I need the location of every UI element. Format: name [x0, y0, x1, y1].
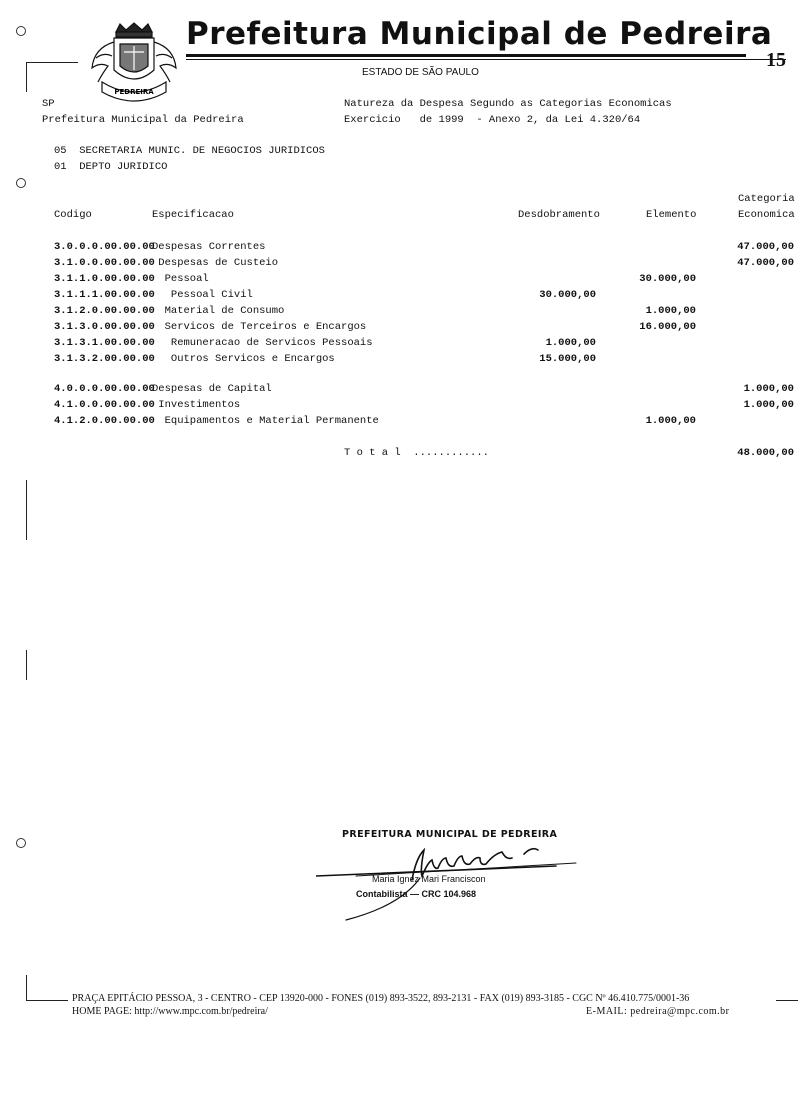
- row-code: 3.0.0.0.00.00.00: [54, 241, 155, 253]
- column-header-spec: Especificacao: [152, 209, 234, 221]
- report-exercise: Exercicio de 1999 - Anexo 2, da Lei 4.320/64: [344, 114, 641, 126]
- column-header-code: Codigo: [54, 209, 92, 221]
- table-row: [0, 383, 800, 399]
- letterhead-rule: [186, 59, 786, 60]
- row-desdobramento: 1.000,00: [545, 337, 596, 349]
- report-description: Natureza da Despesa Segundo as Categorias Economicas: [344, 98, 672, 110]
- punch-hole-mark: [16, 838, 26, 848]
- table-row: [0, 337, 800, 353]
- table-row: [0, 415, 800, 431]
- table-row: [0, 321, 800, 337]
- footer-rule: [776, 1000, 798, 1001]
- row-code: 3.1.3.0.00.00.00: [54, 321, 155, 333]
- row-specification: Material de Consumo: [152, 305, 285, 317]
- row-specification: Servicos de Terceiros e Encargos: [152, 321, 367, 333]
- margin-rule: [26, 480, 27, 540]
- table-row: [0, 289, 800, 305]
- signatory-role: Contabilista — CRC 104.968: [356, 889, 477, 899]
- table-row: [0, 241, 800, 257]
- margin-rule: [26, 975, 27, 1000]
- row-desdobramento: 15.000,00: [539, 353, 596, 365]
- signature-stamp: PREFEITURA MUNICIPAL DE PEDREIRA: [342, 829, 558, 840]
- row-elemento: 1.000,00: [645, 305, 696, 317]
- row-code: 4.1.2.0.00.00.00: [54, 415, 155, 427]
- municipal-crest-icon: [86, 22, 182, 104]
- column-header-elemento: Elemento: [646, 209, 697, 221]
- margin-rule: [26, 62, 78, 63]
- row-categoria: 1.000,00: [743, 399, 794, 411]
- footer-homepage-link[interactable]: HOME PAGE: http://www.mpc.com.br/pedreira/: [72, 1006, 268, 1017]
- table-row: [0, 399, 800, 415]
- letterhead-rule: [186, 54, 746, 57]
- report-state: SP: [42, 98, 55, 110]
- row-specification: Equipamentos e Material Permanente: [152, 415, 379, 427]
- row-code: 3.1.1.1.00.00.00: [54, 289, 155, 301]
- row-code: 3.1.2.0.00.00.00: [54, 305, 155, 317]
- total-label: T o t a l ............: [344, 447, 489, 459]
- row-elemento: 16.000,00: [639, 321, 696, 333]
- margin-rule: [26, 650, 27, 680]
- page-number: 15: [766, 49, 786, 71]
- row-code: 3.1.3.2.00.00.00: [54, 353, 155, 365]
- footer-rule: [26, 1000, 68, 1001]
- table-row: [0, 305, 800, 321]
- footer-email-link[interactable]: E-MAIL: pedreira@mpc.com.br: [586, 1006, 730, 1017]
- table-row: [0, 353, 800, 369]
- total-value: 48.000,00: [737, 447, 794, 459]
- row-specification: Remuneracao de Servicos Pessoais: [152, 337, 373, 349]
- column-header-economica: Economica: [738, 209, 795, 221]
- crest-banner-text: PEDREIRA: [114, 88, 154, 96]
- row-elemento: 1.000,00: [645, 415, 696, 427]
- row-specification: Despesas de Capital: [152, 383, 272, 395]
- row-code: 4.0.0.0.00.00.00: [54, 383, 155, 395]
- row-specification: Investimentos: [152, 399, 241, 411]
- signatory-name: Maria Ignez Mari Franciscon: [372, 874, 486, 884]
- margin-rule: [26, 62, 27, 92]
- row-specification: Pessoal Civil: [152, 289, 253, 301]
- row-categoria: 47.000,00: [737, 241, 794, 253]
- footer-address: PRAÇA EPITÁCIO PESSOA, 3 - CENTRO - CEP 13920-000 - FONES (019) 893-3522, 893-2131 - FAX (019) 893-3185 - CGC Nº 46.410.775/0001-36: [72, 993, 690, 1004]
- table-row: [0, 257, 800, 273]
- row-categoria: 47.000,00: [737, 257, 794, 269]
- row-code: 3.1.1.0.00.00.00: [54, 273, 155, 285]
- punch-hole-mark: [16, 26, 26, 36]
- row-code: 3.1.3.1.00.00.00: [54, 337, 155, 349]
- punch-hole-mark: [16, 178, 26, 188]
- row-specification: Despesas de Custeio: [152, 257, 279, 269]
- unit-departamento: 01 DEPTO JURIDICO: [54, 161, 168, 173]
- unit-secretaria: 05 SECRETARIA MUNIC. DE NEGOCIOS JURIDICOS: [54, 145, 325, 157]
- row-specification: Outros Servicos e Encargos: [152, 353, 335, 365]
- row-specification: Despesas Correntes: [152, 241, 266, 253]
- row-code: 4.1.0.0.00.00.00: [54, 399, 155, 411]
- row-code: 3.1.0.0.00.00.00: [54, 257, 155, 269]
- column-header-desdobramento: Desdobramento: [518, 209, 600, 221]
- letterhead-title: Prefeitura Municipal de Pedreira: [186, 16, 773, 52]
- row-categoria: 1.000,00: [743, 383, 794, 395]
- row-desdobramento: 30.000,00: [539, 289, 596, 301]
- letterhead-subtitle: ESTADO DE SÃO PAULO: [362, 67, 479, 78]
- table-row: [0, 273, 800, 289]
- report-entity: Prefeitura Municipal da Pedreira: [42, 114, 244, 126]
- row-specification: Pessoal: [152, 273, 209, 285]
- row-elemento: 30.000,00: [639, 273, 696, 285]
- column-header-categoria: Categoria: [738, 193, 795, 205]
